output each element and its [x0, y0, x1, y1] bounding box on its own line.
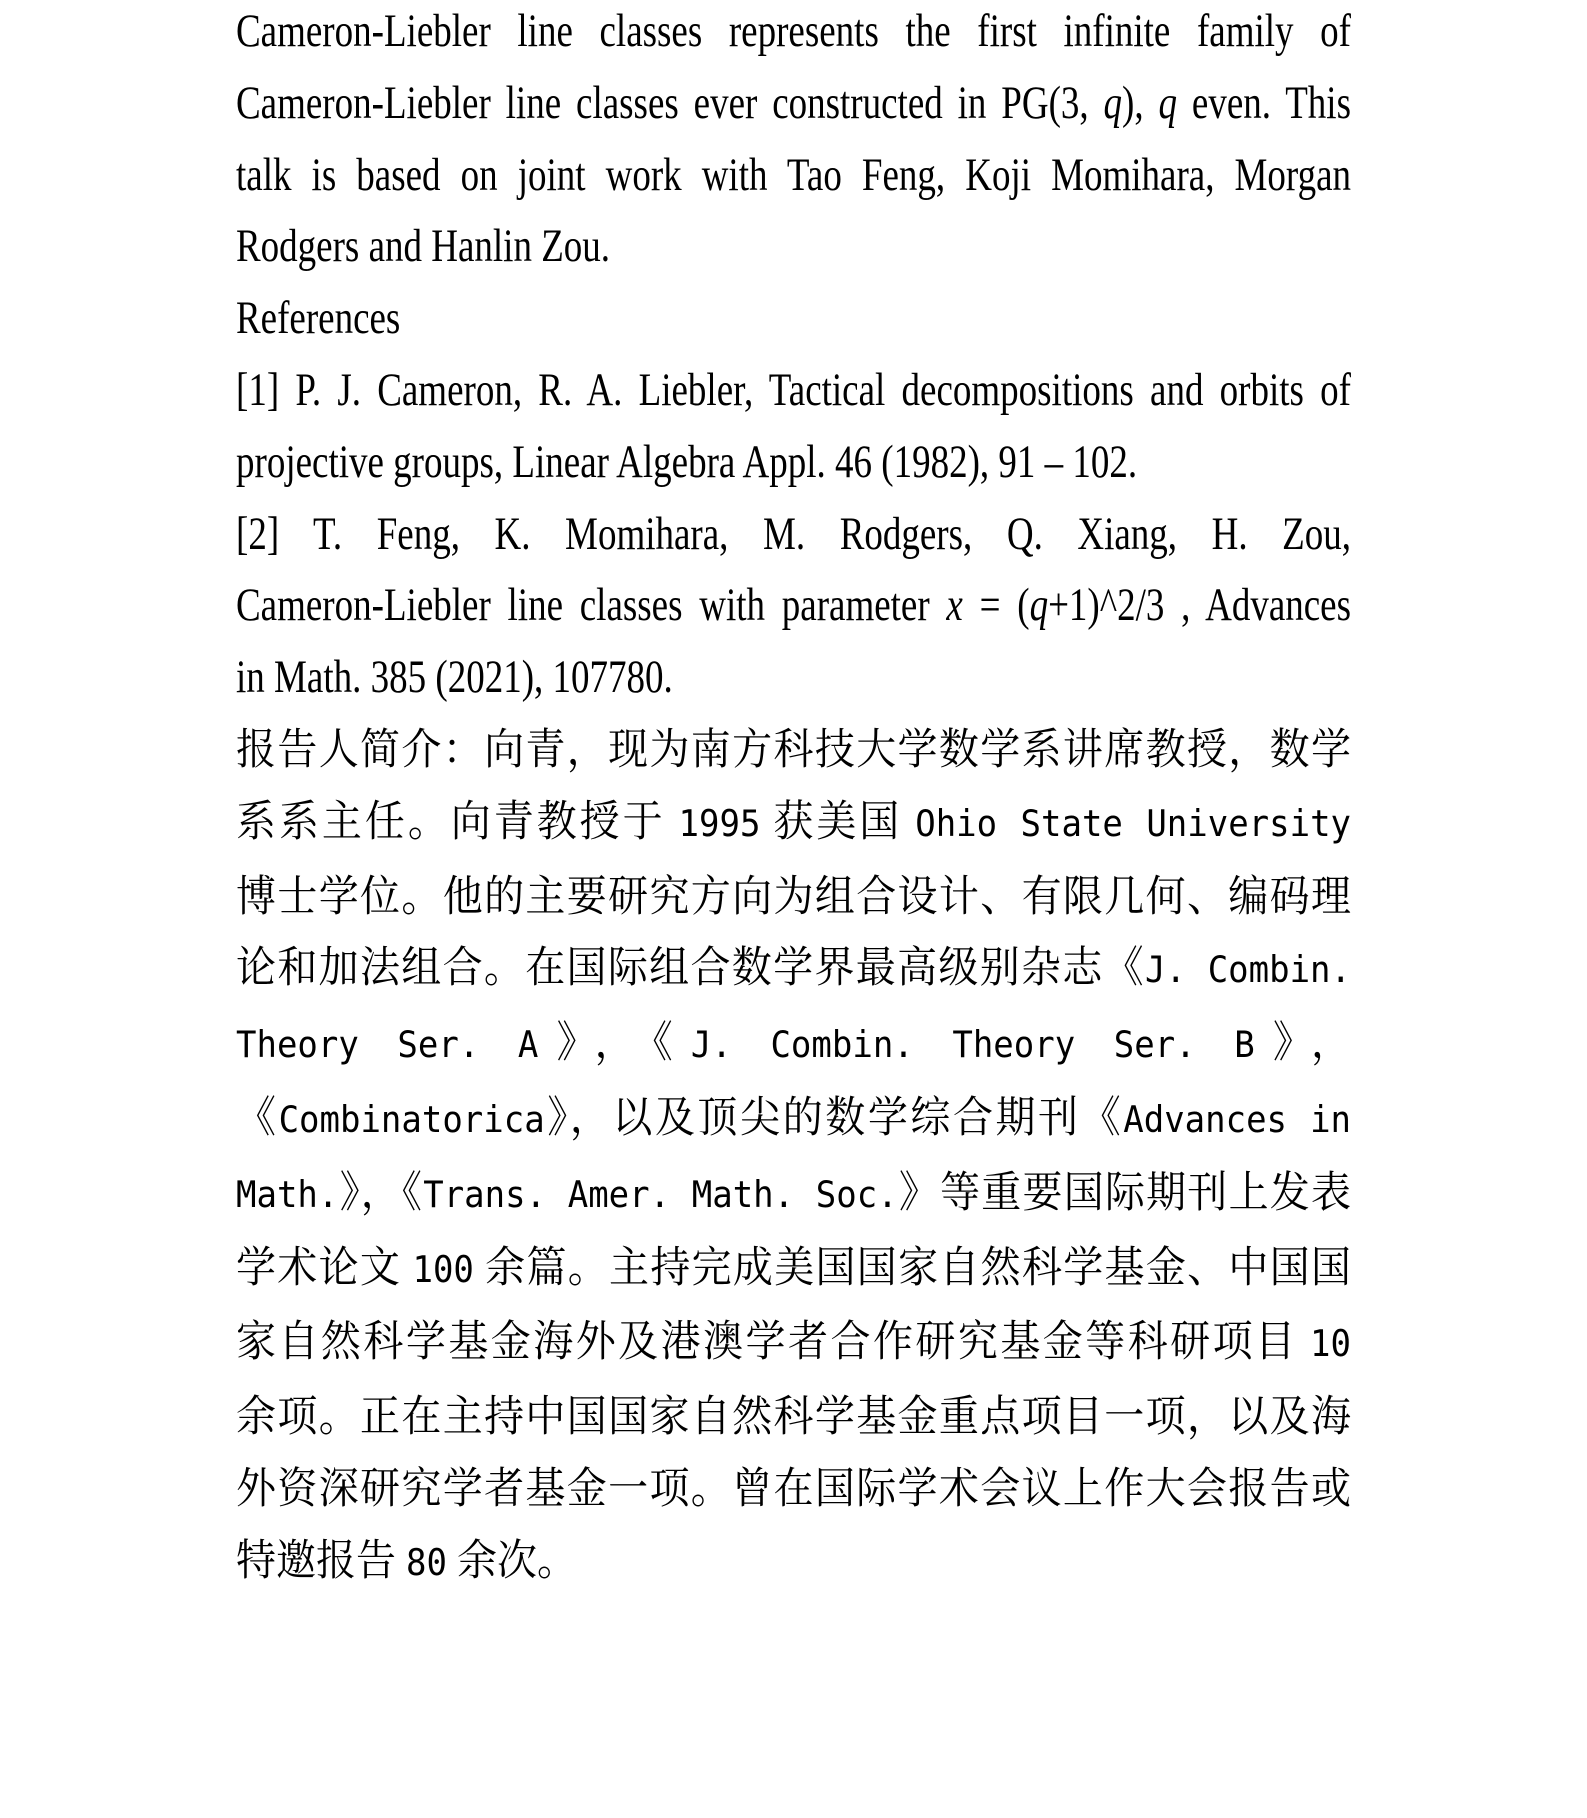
- text-segment: 》，《: [538, 1018, 691, 1067]
- text-segment: 余次。: [446, 1535, 577, 1585]
- speaker-bio-line-07: [236, 1154, 1351, 1235]
- text-segment: Math.: [236, 1173, 339, 1217]
- text-segment: Cameron-Liebler line classes ever constructed in PG(3,: [236, 77, 1104, 129]
- text-segment: 特邀报告: [236, 1535, 406, 1585]
- math-variable: q: [1029, 580, 1049, 632]
- text-segment: in Math. 385 (2021), 107780.: [236, 651, 673, 704]
- text-segment: Cameron-Liebler line classes represents the first infinite family of: [236, 5, 1351, 58]
- text-segment: talk is based on joint work with Tao Feng, Koji Momihara, Morgan: [236, 149, 1351, 201]
- text-segment: Advances in: [1123, 1098, 1352, 1142]
- text-segment: Cameron-Liebler line classes with parameter: [236, 580, 947, 632]
- speaker-bio-line-03: [236, 858, 1351, 936]
- math-variable: q: [1103, 77, 1123, 129]
- speaker-bio-line-12: [236, 1522, 1351, 1603]
- speaker-bio-line-04: [236, 929, 1351, 1010]
- text-segment: 获美国: [760, 796, 916, 846]
- text-segment: 80: [406, 1541, 447, 1585]
- text-segment: 博士学位。他的主要研究方向为组合设计、有限几何、编码理: [236, 871, 1351, 921]
- text-segment: Theory Ser. A: [236, 1023, 539, 1067]
- text-segment: projective groups, Linear Algebra Appl. 46 (1982), 91 – 102.: [236, 436, 1138, 488]
- math-variable: q: [1158, 77, 1178, 129]
- speaker-bio-line-08: [236, 1229, 1351, 1310]
- text-segment: 余篇。主持完成美国国家自然科学基金、中国国: [473, 1242, 1352, 1292]
- text-segment: 》，以及顶尖的数学综合期刊《: [544, 1093, 1124, 1142]
- speaker-bio-line-11: [236, 1450, 1351, 1528]
- text-segment: = (: [962, 580, 1030, 632]
- speaker-bio-line-09: [236, 1303, 1351, 1384]
- speaker-bio-line-05: [236, 1004, 1351, 1085]
- speaker-bio-line-10: [236, 1378, 1351, 1456]
- text-segment: [1] P. J. Cameron, R. A. Liebler, Tactical decompositions and orbits of: [236, 364, 1351, 417]
- text-segment: 余项。正在主持中国国家自然科学基金重点项目一项，以及海: [236, 1392, 1351, 1441]
- text-segment: even. This: [1177, 77, 1351, 129]
- text-segment: 外资深研究学者基金一项。曾在国际学术会议上作大会报告或: [236, 1464, 1351, 1513]
- text-segment: 》，: [1254, 1018, 1352, 1067]
- text-segment: 10: [1310, 1322, 1351, 1366]
- text-segment: Combinatorica: [278, 1098, 545, 1142]
- reference-2-line-3: [236, 633, 1351, 723]
- text-segment: J. Combin. Theory Ser. B: [690, 1023, 1255, 1067]
- math-variable: x: [946, 580, 963, 632]
- text-segment: 报告人简介：向青，现为南方科技大学数学系讲席教授，数学: [236, 725, 1351, 774]
- text-segment: J. Combin.: [1144, 948, 1351, 993]
- text-segment: 《: [236, 1093, 279, 1142]
- speaker-bio-line-06: [236, 1079, 1351, 1160]
- text-segment: 》等重要国际期刊上发表: [897, 1167, 1352, 1217]
- text-segment: 系系主任。向青教授于: [236, 796, 679, 846]
- text-segment: 100: [412, 1247, 474, 1292]
- text-segment: [2] T. Feng, K. Momihara, M. Rodgers, Q. Xiang, H. Zou,: [236, 508, 1351, 560]
- text-segment: Ohio State University: [915, 802, 1352, 846]
- speaker-bio-line-01: [236, 711, 1351, 789]
- text-segment: 1995: [678, 802, 761, 846]
- text-segment: 》，《: [338, 1167, 424, 1217]
- text-segment: Rodgers and Hanlin Zou.: [236, 221, 611, 273]
- text-segment: 论和加法组合。在国际组合数学界最高级别杂志《: [236, 943, 1145, 993]
- speaker-bio-line-02: [236, 783, 1351, 864]
- text-segment: ),: [1122, 77, 1159, 129]
- text-block: [236, 0, 1351, 1600]
- text-segment: Trans. Amer. Math. Soc.: [423, 1173, 898, 1217]
- text-segment: 学术论文: [236, 1242, 413, 1292]
- text-segment: +1)^2/3 , Advances: [1048, 580, 1351, 632]
- text-segment: References: [236, 292, 401, 345]
- text-segment: 家自然科学基金海外及港澳学者合作研究基金等科研项目: [236, 1317, 1311, 1366]
